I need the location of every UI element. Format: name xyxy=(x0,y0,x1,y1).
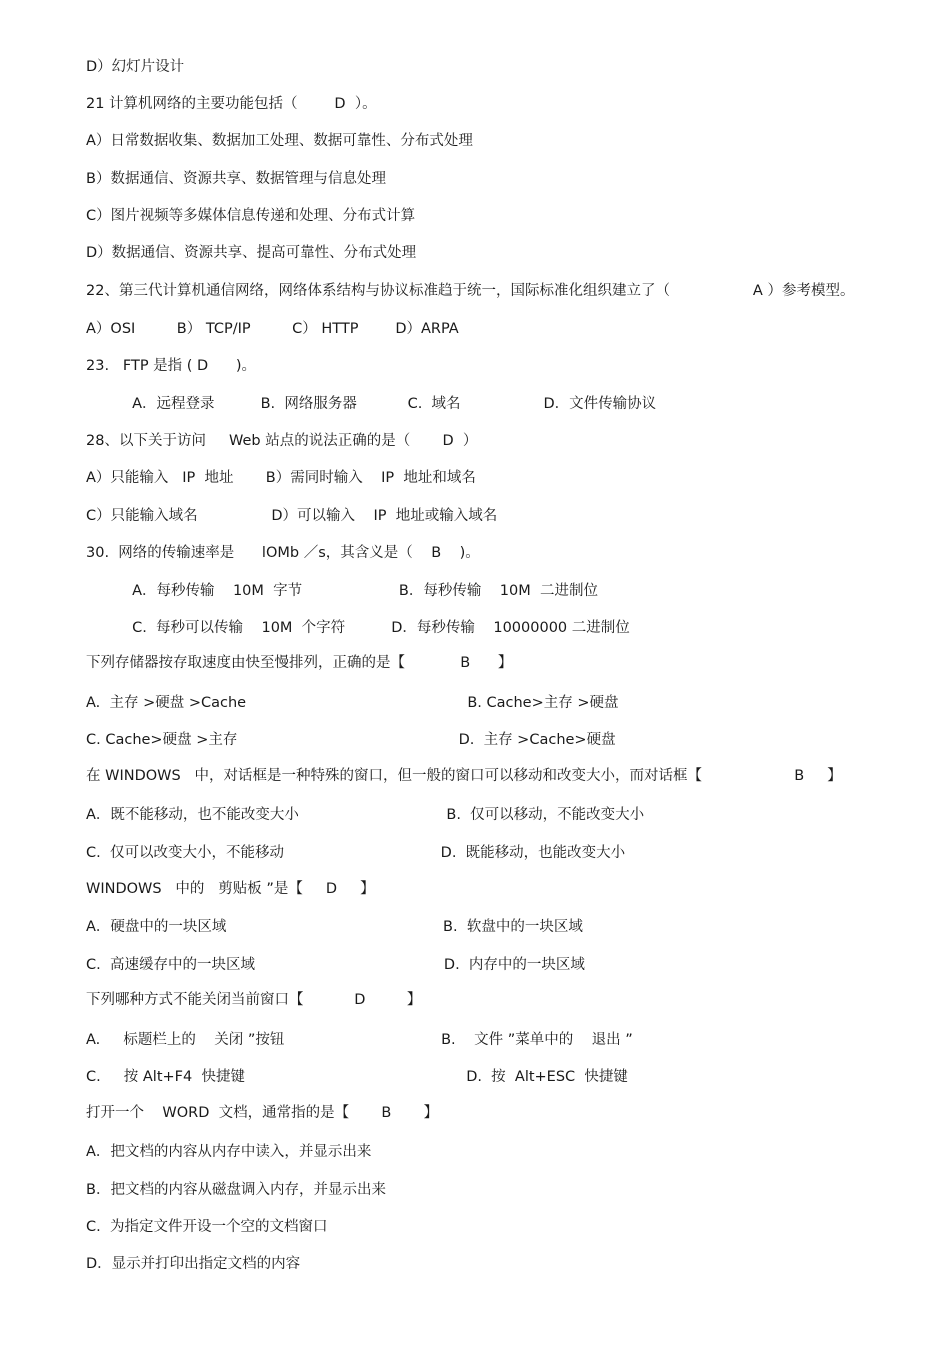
option-line: C. 按 Alt+F4 快捷键 D. 按 Alt+ESC 快捷键 xyxy=(86,1069,628,1085)
question-clipboard: WINDOWS 中的 剪贴板 ”是【 D 】 xyxy=(86,881,375,897)
question-dialog: 在 WINDOWS 中，对话框是一种特殊的窗口，但一般的窗口可以移动和改变大小，而对话框【 B 】 xyxy=(86,768,842,784)
question-close-window: 下列哪种方式不能关闭当前窗口【 D 】 xyxy=(86,992,422,1008)
option-line: C. 为指定文件开设一个空的文档窗口 xyxy=(86,1219,328,1235)
question-23: 23. FTP 是指 ( D )。 xyxy=(86,358,257,374)
option-line: A．把文档的内容从内存中读入，并显示出来 xyxy=(86,1144,372,1160)
question-30: 30. 网络的传输速率是 lOMb ／s，其含义是（ B )。 xyxy=(86,545,480,561)
option-line: C. 高速缓存中的一块区域 D. 内存中的一块区域 xyxy=(86,957,585,973)
option-line: A．既不能移动，也不能改变大小 B. 仅可以移动，不能改变大小 xyxy=(86,807,645,823)
option-line: C. 仅可以改变大小，不能移动 D. 既能移动，也能改变大小 xyxy=(86,845,626,861)
question-28: 28、以下关于访问 Web 站点的说法正确的是（ D ） xyxy=(86,433,478,449)
option-line: C. Cache>硬盘 >主存 D. 主存 >Cache>硬盘 xyxy=(86,732,616,748)
text-line: D）幻灯片设计 xyxy=(86,59,185,75)
option-line: B）数据通信、资源共享、数据管理与信息处理 xyxy=(86,171,386,187)
option-line: B．把文档的内容从磁盘调入内存，并显示出来 xyxy=(86,1182,386,1198)
option-line: A. 主存 >硬盘 >Cache B. Cache>主存 >硬盘 xyxy=(86,695,619,711)
option-line: A．远程登录 B. 网络服务器 C. 域名 D．文件传输协议 xyxy=(86,396,657,412)
question-storage: 下列存储器按存取速度由快至慢排列，正确的是【 B 】 xyxy=(86,655,513,671)
question-22: 22、第三代计算机通信网络，网络体系结构与协议标准趋于统一，国际标准化组织建立了（ A ）参考模型。 xyxy=(86,283,855,299)
option-line: D）数据通信、资源共享、提高可靠性、分布式处理 xyxy=(86,245,417,261)
option-line: A）只能输入 IP 地址 B）需同时输入 IP 地址和域名 xyxy=(86,470,476,486)
question-21: 21 计算机网络的主要功能包括（ D ）。 xyxy=(86,96,377,112)
option-line: D．显示并打印出指定文档的内容 xyxy=(86,1256,301,1272)
option-line: A）日常数据收集、数据加工处理、数据可靠性、分布式处理 xyxy=(86,133,473,149)
question-open-word: 打开一个 WORD 文档，通常指的是【 B 】 xyxy=(86,1105,439,1121)
option-line: A．硬盘中的一块区域 B. 软盘中的一块区域 xyxy=(86,919,583,935)
option-line: C）图片视频等多媒体信息传递和处理、分布式计算 xyxy=(86,208,416,224)
option-line: A．每秒传输 10M 字节 B．每秒传输 10M 二进制位 xyxy=(86,583,598,599)
option-line: C）只能输入域名 D）可以输入 IP 地址或输入域名 xyxy=(86,508,498,524)
option-line: A. 标题栏上的 关闭 ”按钮 B. 文件 ”菜单中的 退出 ” xyxy=(86,1032,633,1048)
option-line: A）OSI B） TCP/IP C） HTTP D）ARPA xyxy=(86,321,459,337)
option-line: C. 每秒可以传输 10M 个字符 D．每秒传输 10000000 二进制位 xyxy=(86,620,630,636)
